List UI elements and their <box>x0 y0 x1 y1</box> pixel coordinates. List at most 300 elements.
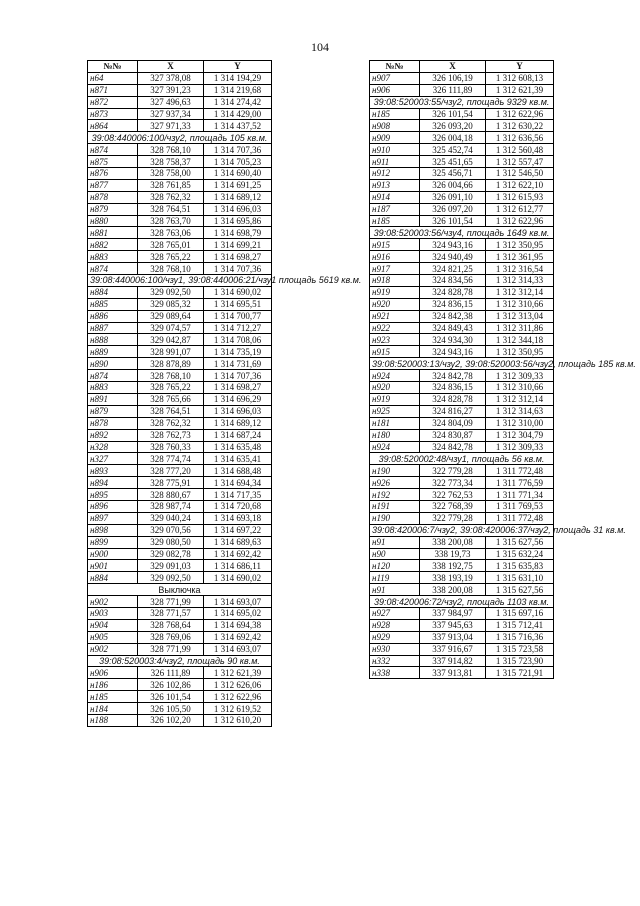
table-row <box>88 239 272 251</box>
y-coordinate-cell: 1 314 692,42 <box>204 631 272 643</box>
x-coordinate-cell: 324 943,16 <box>420 239 486 251</box>
section-caption: 39:08:420006:7/чзу2, 39:08:420006:37/чзу2, площадь 31 кв.м. <box>370 524 554 536</box>
table-row <box>370 536 554 548</box>
y-coordinate-cell: 1 314 694,34 <box>204 477 272 489</box>
y-coordinate-cell: 1 311 772,48 <box>486 465 554 477</box>
y-coordinate-cell: 1 312 636,56 <box>486 132 554 144</box>
table-row <box>88 393 272 405</box>
x-coordinate-cell: 326 101,54 <box>138 691 204 703</box>
table-row <box>370 144 554 156</box>
table-row <box>88 691 272 703</box>
table-row <box>370 334 554 346</box>
table-row <box>370 322 554 334</box>
table-row <box>370 607 554 619</box>
point-number-cell: н915 <box>370 239 420 251</box>
table-row <box>370 203 554 215</box>
table-row <box>88 405 272 417</box>
x-coordinate-cell: 328 761,85 <box>138 179 204 191</box>
x-coordinate-cell: 324 842,78 <box>420 370 486 382</box>
table-row <box>88 346 272 358</box>
y-coordinate-cell: 1 315 627,56 <box>486 584 554 596</box>
y-coordinate-cell: 1 315 632,24 <box>486 548 554 560</box>
point-number-cell: н899 <box>88 536 138 548</box>
point-number-cell: н192 <box>370 489 420 501</box>
table-row <box>370 132 554 144</box>
point-number-cell: н886 <box>88 310 138 322</box>
point-number-cell: н883 <box>88 251 138 263</box>
table-row <box>370 108 554 120</box>
table-header-row <box>370 61 554 73</box>
table-row <box>88 72 272 84</box>
table-row <box>88 714 272 726</box>
section-caption-row <box>370 524 554 536</box>
table-row <box>88 203 272 215</box>
point-number-cell: н181 <box>370 417 420 429</box>
x-coordinate-cell: 329 042,87 <box>138 334 204 346</box>
y-coordinate-cell: 1 314 699,21 <box>204 239 272 251</box>
x-coordinate-cell: 328 768,10 <box>138 370 204 382</box>
x-coordinate-cell: 324 934,30 <box>420 334 486 346</box>
point-number-cell: н922 <box>370 322 420 334</box>
x-coordinate-cell: 329 074,57 <box>138 322 204 334</box>
table-row <box>88 560 272 572</box>
point-number-cell: н888 <box>88 334 138 346</box>
y-coordinate-cell: 1 314 686,11 <box>204 560 272 572</box>
point-number-cell: н920 <box>370 382 420 394</box>
point-number-cell: н871 <box>88 84 138 96</box>
y-coordinate-cell: 1 312 622,10 <box>486 179 554 191</box>
table-header-row <box>88 61 272 73</box>
x-coordinate-cell: 326 101,54 <box>420 108 486 120</box>
point-number-cell: н887 <box>88 322 138 334</box>
coordinates-table-left <box>87 60 362 727</box>
y-coordinate-cell: 1 312 309,33 <box>486 441 554 453</box>
y-coordinate-cell: 1 314 689,12 <box>204 191 272 203</box>
header-y: Y <box>486 61 554 73</box>
table-row <box>370 405 554 417</box>
section-caption: 39:08:420006:72/чзу2, площадь 1103 кв.м. <box>370 596 554 608</box>
y-coordinate-cell: 1 314 695,86 <box>204 215 272 227</box>
table-row <box>370 619 554 631</box>
point-number-cell: н913 <box>370 179 420 191</box>
section-caption-row <box>370 227 554 239</box>
point-number-cell: н327 <box>88 453 138 465</box>
x-coordinate-cell: 329 070,56 <box>138 524 204 536</box>
point-number-cell: н926 <box>370 477 420 489</box>
header-point-number: №№ <box>370 61 420 73</box>
y-coordinate-cell: 1 314 219,68 <box>204 84 272 96</box>
point-number-cell: н186 <box>88 679 138 691</box>
x-coordinate-cell: 337 914,82 <box>420 655 486 667</box>
y-coordinate-cell: 1 314 707,36 <box>204 144 272 156</box>
y-coordinate-cell: 1 315 716,36 <box>486 631 554 643</box>
table-row <box>88 108 272 120</box>
x-coordinate-cell: 328 880,67 <box>138 489 204 501</box>
x-coordinate-cell: 324 804,09 <box>420 417 486 429</box>
y-coordinate-cell: 1 314 694,38 <box>204 619 272 631</box>
y-coordinate-cell: 1 311 771,34 <box>486 489 554 501</box>
y-coordinate-cell: 1 314 696,03 <box>204 405 272 417</box>
point-number-cell: н900 <box>88 548 138 560</box>
y-coordinate-cell: 1 314 695,51 <box>204 298 272 310</box>
table-row <box>370 417 554 429</box>
point-number-cell: н877 <box>88 179 138 191</box>
point-number-cell: н921 <box>370 310 420 322</box>
y-coordinate-cell: 1 314 690,02 <box>204 572 272 584</box>
x-coordinate-cell: 326 101,54 <box>420 215 486 227</box>
point-number-cell: н894 <box>88 477 138 489</box>
x-coordinate-cell: 338 200,08 <box>420 584 486 596</box>
y-coordinate-cell: 1 312 314,63 <box>486 405 554 417</box>
x-coordinate-cell: 324 842,38 <box>420 310 486 322</box>
y-coordinate-cell: 1 314 731,69 <box>204 358 272 370</box>
y-coordinate-cell: 1 312 310,66 <box>486 382 554 394</box>
x-coordinate-cell: 328 769,06 <box>138 631 204 643</box>
table-row <box>370 584 554 596</box>
y-coordinate-cell: 1 312 612,77 <box>486 203 554 215</box>
table-row <box>370 156 554 168</box>
y-coordinate-cell: 1 312 546,50 <box>486 168 554 180</box>
x-coordinate-cell: 326 004,18 <box>420 132 486 144</box>
x-coordinate-cell: 338 192,75 <box>420 560 486 572</box>
table-row <box>370 560 554 572</box>
x-coordinate-cell: 328 764,51 <box>138 203 204 215</box>
point-number-cell: н920 <box>370 298 420 310</box>
y-coordinate-cell: 1 314 690,40 <box>204 168 272 180</box>
section-caption-row <box>88 132 272 144</box>
point-number-cell: н897 <box>88 512 138 524</box>
y-coordinate-cell: 1 315 635,83 <box>486 560 554 572</box>
point-number-cell: н918 <box>370 275 420 287</box>
point-number-cell: н872 <box>88 96 138 108</box>
y-coordinate-cell: 1 314 698,27 <box>204 251 272 263</box>
y-coordinate-cell: 1 314 708,06 <box>204 334 272 346</box>
y-coordinate-cell: 1 315 627,56 <box>486 536 554 548</box>
x-coordinate-cell: 327 937,34 <box>138 108 204 120</box>
point-number-cell: н338 <box>370 667 420 679</box>
x-coordinate-cell: 326 111,89 <box>420 84 486 96</box>
page-number: 104 <box>311 40 329 54</box>
x-coordinate-cell: 322 779,28 <box>420 465 486 477</box>
table-row <box>370 429 554 441</box>
table-row <box>370 298 554 310</box>
x-coordinate-cell: 329 092,50 <box>138 286 204 298</box>
table-row <box>88 84 272 96</box>
table-row <box>370 84 554 96</box>
point-number-cell: н902 <box>88 643 138 655</box>
table-row <box>370 215 554 227</box>
point-number-cell: н912 <box>370 168 420 180</box>
y-coordinate-cell: 1 314 696,03 <box>204 203 272 215</box>
x-coordinate-cell: 324 828,78 <box>420 286 486 298</box>
point-number-cell: н917 <box>370 263 420 275</box>
table-row <box>88 477 272 489</box>
y-coordinate-cell: 1 314 693,07 <box>204 596 272 608</box>
table-row <box>88 286 272 298</box>
y-coordinate-cell: 1 314 735,19 <box>204 346 272 358</box>
y-coordinate-cell: 1 314 437,52 <box>204 120 272 132</box>
y-coordinate-cell: 1 312 310,00 <box>486 417 554 429</box>
y-coordinate-cell: 1 311 769,53 <box>486 500 554 512</box>
section-label-row <box>88 584 272 596</box>
x-coordinate-cell: 337 945,63 <box>420 619 486 631</box>
table-row <box>88 191 272 203</box>
table-row <box>370 500 554 512</box>
point-number-cell: н190 <box>370 512 420 524</box>
point-number-cell: н187 <box>370 203 420 215</box>
x-coordinate-cell: 328 762,32 <box>138 417 204 429</box>
table-row <box>88 512 272 524</box>
point-number-cell: н881 <box>88 227 138 239</box>
section-caption: 39:08:520003:13/чзу2, 39:08:520003:56/чзу2, площадь 185 кв.м. <box>370 358 554 370</box>
point-number-cell: н916 <box>370 251 420 263</box>
table-row <box>370 382 554 394</box>
y-coordinate-cell: 1 314 697,22 <box>204 524 272 536</box>
point-number-cell: н904 <box>88 619 138 631</box>
x-coordinate-cell: 328 763,70 <box>138 215 204 227</box>
table-row <box>88 643 272 655</box>
point-number-cell: н906 <box>88 667 138 679</box>
table-row <box>88 382 272 394</box>
y-coordinate-cell: 1 312 615,93 <box>486 191 554 203</box>
point-number-cell: н896 <box>88 500 138 512</box>
y-coordinate-cell: 1 314 720,68 <box>204 500 272 512</box>
x-coordinate-cell: 326 093,20 <box>420 120 486 132</box>
x-coordinate-cell: 329 091,03 <box>138 560 204 572</box>
point-number-cell: н902 <box>88 596 138 608</box>
table-body <box>88 72 362 726</box>
x-coordinate-cell: 325 452,74 <box>420 144 486 156</box>
table-row <box>370 631 554 643</box>
x-coordinate-cell: 329 082,78 <box>138 548 204 560</box>
point-number-cell: н889 <box>88 346 138 358</box>
point-number-cell: н190 <box>370 465 420 477</box>
point-number-cell: н875 <box>88 156 138 168</box>
x-coordinate-cell: 328 771,99 <box>138 596 204 608</box>
point-number-cell: н907 <box>370 72 420 84</box>
x-coordinate-cell: 328 768,10 <box>138 263 204 275</box>
y-coordinate-cell: 1 314 700,77 <box>204 310 272 322</box>
y-coordinate-cell: 1 314 689,12 <box>204 417 272 429</box>
x-coordinate-cell: 338 200,08 <box>420 536 486 548</box>
table-row <box>88 168 272 180</box>
point-number-cell: н898 <box>88 524 138 536</box>
x-coordinate-cell: 326 102,86 <box>138 679 204 691</box>
y-coordinate-cell: 1 314 693,07 <box>204 643 272 655</box>
table-row <box>370 393 554 405</box>
table-row <box>370 572 554 584</box>
table-row <box>88 703 272 715</box>
point-number-cell: н929 <box>370 631 420 643</box>
x-coordinate-cell: 328 765,22 <box>138 382 204 394</box>
point-number-cell: н120 <box>370 560 420 572</box>
y-coordinate-cell: 1 315 721,91 <box>486 667 554 679</box>
table-row <box>88 251 272 263</box>
y-coordinate-cell: 1 312 310,66 <box>486 298 554 310</box>
point-number-cell: н893 <box>88 465 138 477</box>
y-coordinate-cell: 1 312 621,39 <box>486 84 554 96</box>
y-coordinate-cell: 1 312 350,95 <box>486 239 554 251</box>
x-coordinate-cell: 337 916,67 <box>420 643 486 655</box>
y-coordinate-cell: 1 314 689,63 <box>204 536 272 548</box>
y-coordinate-cell: 1 311 776,59 <box>486 477 554 489</box>
table-row <box>370 239 554 251</box>
table-row <box>88 679 272 691</box>
point-number-cell: н185 <box>88 691 138 703</box>
point-number-cell: н873 <box>88 108 138 120</box>
x-coordinate-cell: 328 762,73 <box>138 429 204 441</box>
header-x: X <box>138 61 204 73</box>
table-row <box>370 655 554 667</box>
point-number-cell: н180 <box>370 429 420 441</box>
point-number-cell: н890 <box>88 358 138 370</box>
x-coordinate-cell: 328 758,00 <box>138 168 204 180</box>
header-y: Y <box>204 61 272 73</box>
x-coordinate-cell: 327 496,63 <box>138 96 204 108</box>
point-number-cell: н191 <box>370 500 420 512</box>
y-coordinate-cell: 1 312 608,13 <box>486 72 554 84</box>
y-coordinate-cell: 1 312 309,33 <box>486 370 554 382</box>
point-number-cell: н64 <box>88 72 138 84</box>
section-caption-row <box>88 655 272 667</box>
section-caption: 39:08:520003:4/чзу2, площадь 90 кв.м. <box>88 655 272 667</box>
point-number-cell: н876 <box>88 168 138 180</box>
y-coordinate-cell: 1 312 344,18 <box>486 334 554 346</box>
y-coordinate-cell: 1 314 698,79 <box>204 227 272 239</box>
x-coordinate-cell: 338 19,73 <box>420 548 486 560</box>
y-coordinate-cell: 1 312 619,52 <box>204 703 272 715</box>
x-coordinate-cell: 328 768,64 <box>138 619 204 631</box>
y-coordinate-cell: 1 314 274,42 <box>204 96 272 108</box>
x-coordinate-cell: 328 762,32 <box>138 191 204 203</box>
table-row <box>88 536 272 548</box>
x-coordinate-cell: 327 971,33 <box>138 120 204 132</box>
table-row <box>88 310 272 322</box>
point-number-cell: н895 <box>88 489 138 501</box>
point-number-cell: н119 <box>370 572 420 584</box>
x-coordinate-cell: 324 828,78 <box>420 393 486 405</box>
y-coordinate-cell: 1 312 626,06 <box>204 679 272 691</box>
y-coordinate-cell: 1 314 687,24 <box>204 429 272 441</box>
table-row <box>88 227 272 239</box>
section-caption: 39:08:520003:55/чзу2, площадь 9329 кв.м. <box>370 96 554 108</box>
point-number-cell: н874 <box>88 370 138 382</box>
point-number-cell: н905 <box>88 631 138 643</box>
table-row <box>88 500 272 512</box>
table-row <box>370 667 554 679</box>
y-coordinate-cell: 1 312 622,96 <box>204 691 272 703</box>
table-row <box>88 120 272 132</box>
y-coordinate-cell: 1 314 690,02 <box>204 286 272 298</box>
point-number-cell: н892 <box>88 429 138 441</box>
table-row <box>88 465 272 477</box>
y-coordinate-cell: 1 314 705,23 <box>204 156 272 168</box>
table-row <box>370 310 554 322</box>
y-coordinate-cell: 1 312 621,39 <box>204 667 272 679</box>
section-caption: 39:08:520002:48/чзу1, площадь 56 кв.м. <box>370 453 554 465</box>
x-coordinate-cell: 328 758,37 <box>138 156 204 168</box>
y-coordinate-cell: 1 315 723,58 <box>486 643 554 655</box>
y-coordinate-cell: 1 314 693,18 <box>204 512 272 524</box>
table-row <box>370 643 554 655</box>
table-row <box>88 489 272 501</box>
point-number-cell: н927 <box>370 607 420 619</box>
y-coordinate-cell: 1 314 688,48 <box>204 465 272 477</box>
x-coordinate-cell: 328 777,20 <box>138 465 204 477</box>
section-caption-row <box>88 275 272 287</box>
table-row <box>88 607 272 619</box>
table-row <box>88 298 272 310</box>
table-row <box>88 417 272 429</box>
x-coordinate-cell: 324 940,49 <box>420 251 486 263</box>
y-coordinate-cell: 1 312 312,14 <box>486 393 554 405</box>
x-coordinate-cell: 338 193,19 <box>420 572 486 584</box>
table-row <box>88 548 272 560</box>
table-row <box>370 263 554 275</box>
x-coordinate-cell: 322 768,39 <box>420 500 486 512</box>
x-coordinate-cell: 325 456,71 <box>420 168 486 180</box>
x-coordinate-cell: 324 836,15 <box>420 298 486 310</box>
y-coordinate-cell: 1 315 697,16 <box>486 607 554 619</box>
table-row <box>370 251 554 263</box>
table-row <box>88 619 272 631</box>
y-coordinate-cell: 1 314 717,35 <box>204 489 272 501</box>
x-coordinate-cell: 328 878,89 <box>138 358 204 370</box>
point-number-cell: н879 <box>88 405 138 417</box>
table-row <box>88 96 272 108</box>
x-coordinate-cell: 327 391,23 <box>138 84 204 96</box>
table-row <box>88 524 272 536</box>
x-coordinate-cell: 329 040,24 <box>138 512 204 524</box>
y-coordinate-cell: 1 314 707,36 <box>204 370 272 382</box>
x-coordinate-cell: 324 816,27 <box>420 405 486 417</box>
table-row <box>370 72 554 84</box>
point-number-cell: н891 <box>88 393 138 405</box>
point-number-cell: н874 <box>88 144 138 156</box>
x-coordinate-cell: 326 102,20 <box>138 714 204 726</box>
section-label: Выключка <box>88 584 272 596</box>
x-coordinate-cell: 324 834,56 <box>420 275 486 287</box>
point-number-cell: н919 <box>370 393 420 405</box>
point-number-cell: н864 <box>88 120 138 132</box>
point-number-cell: н915 <box>370 346 420 358</box>
point-number-cell: н328 <box>88 441 138 453</box>
table-row <box>88 358 272 370</box>
table-row <box>370 120 554 132</box>
x-coordinate-cell: 324 943,16 <box>420 346 486 358</box>
point-number-cell: н184 <box>88 703 138 715</box>
table-row <box>370 370 554 382</box>
table-row <box>88 596 272 608</box>
x-coordinate-cell: 328 771,57 <box>138 607 204 619</box>
table-row <box>370 191 554 203</box>
header-x: X <box>420 61 486 73</box>
y-coordinate-cell: 1 314 692,42 <box>204 548 272 560</box>
y-coordinate-cell: 1 315 723,90 <box>486 655 554 667</box>
table-row <box>88 215 272 227</box>
point-number-cell: н923 <box>370 334 420 346</box>
point-number-cell: н91 <box>370 584 420 596</box>
x-coordinate-cell: 324 821,25 <box>420 263 486 275</box>
x-coordinate-cell: 326 111,89 <box>138 667 204 679</box>
table-row <box>370 489 554 501</box>
y-coordinate-cell: 1 314 698,27 <box>204 382 272 394</box>
point-number-cell: н91 <box>370 536 420 548</box>
y-coordinate-cell: 1 315 712,41 <box>486 619 554 631</box>
y-coordinate-cell: 1 314 691,25 <box>204 179 272 191</box>
x-coordinate-cell: 337 913,81 <box>420 667 486 679</box>
point-number-cell: н914 <box>370 191 420 203</box>
